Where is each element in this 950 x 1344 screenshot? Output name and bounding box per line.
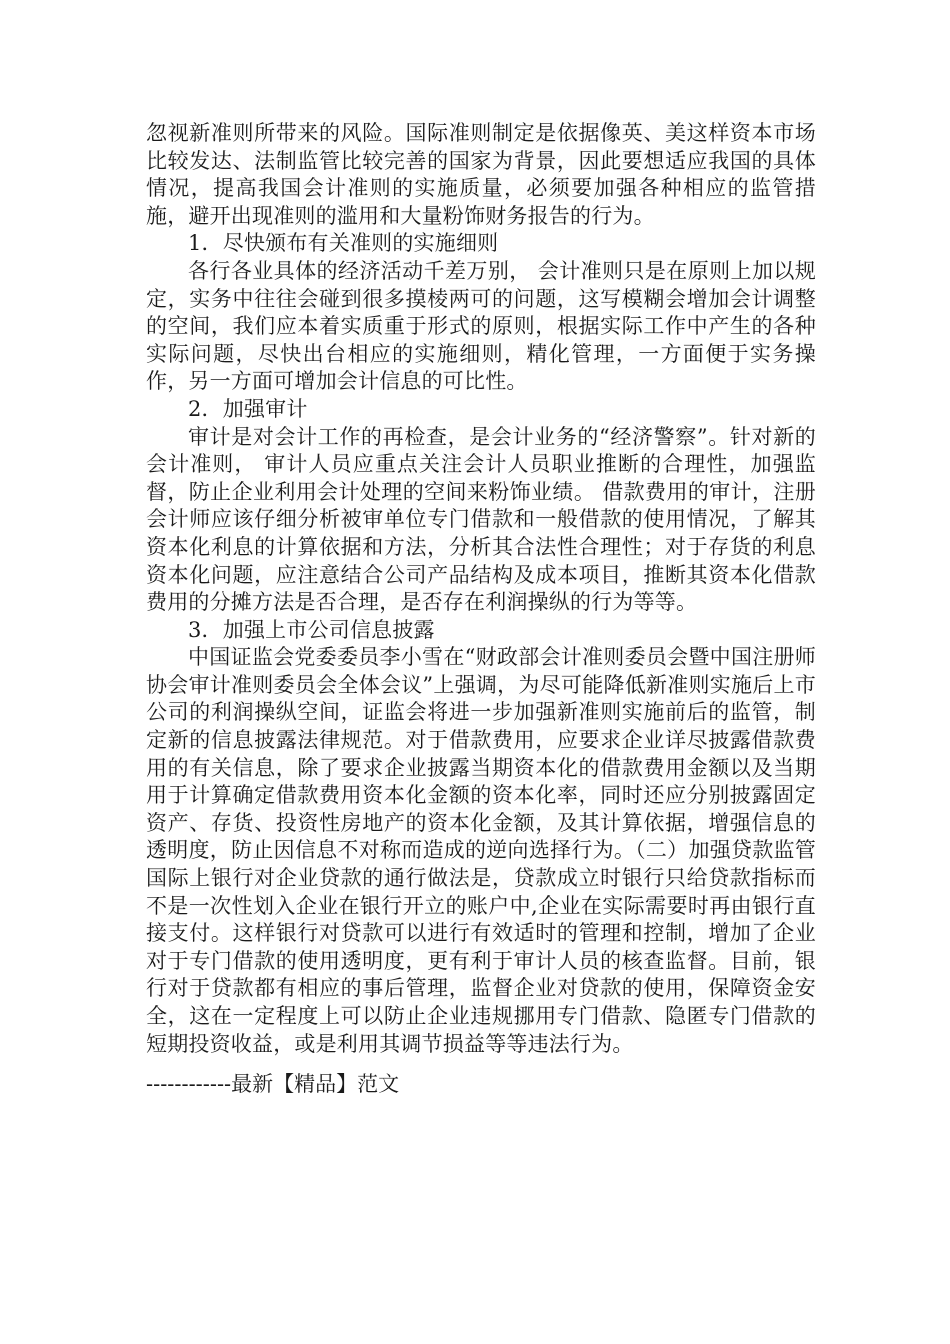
paragraph: 各行各业具体的经济活动千差万别， 会计准则只是在原则上加以规定，实务中往往会碰到很多摸棱两可的问题，这写模糊会增加会计调整的空间，我们应本着实质重于形式的原则，根据实际工作中产生的各种实际问题，尽快出台相应的实施细则，精化管理，一方面便于实务操作，另一方面可增加会计信息的可比性。	[146, 258, 816, 394]
section-heading-2: 2．加强审计	[188, 396, 308, 421]
footer-text: ------------最新【精品】范文	[146, 1072, 400, 1096]
paragraph: 审计是对会计工作的再检查，是会计业务的“经济警察”。针对新的会计准则， 审计人员应重点关注会计人员职业推断的合理性，加强监督，防止企业利用会计处理的空间来粉饰业绩。 借款费用的审计，注册会计师应该仔细分析被审单位专门借款和一般借款的使用情况，了解其资本化利息的计算依据和方法，分析其合法性合理性；对于存货的利息资本化问题，应注意结合公司产品结构及成本项目，推断其资本化借款费用的分摊方法是否合理，是否存在利润操纵的行为等等。	[146, 424, 816, 615]
section-heading-3: 3．加强上市公司信息披露	[188, 617, 435, 642]
section-heading-1: 1．尽快颁布有关准则的实施细则	[188, 231, 499, 256]
document-body	[146, 120, 816, 1058]
paragraph: 忽视新准则所带来的风险。国际准则制定是依据像英、美这样资本市场比较发达、法制监管比较完善的国家为背景，因此要想适应我国的具体情况，提高我国会计准则的实施质量，必须要加强各种相应的监管措施，避开出现准则的滥用和大量粉饰财务报告的行为。	[146, 121, 816, 228]
paragraph: 中国证监会党委委员李小雪在“财政部会计准则委员会暨中国注册师协会审计准则委员会全体会议”上强调，为尽可能降低新准则实施后上市公司的利润操纵空间，证监会将进一步加强新准则实施前后的监管，制定新的信息披露法律规范。对于借款费用，应要求企业详尽披露借款费用的有关信息，除了要求企业披露当期资本化的借款费用金额以及当期用于计算确定借款费用资本化金额的资本化率，同时还应分别披露固定资产、存货、投资性房地产的资本化金额，及其计算依据，增强信息的透明度，防止因信息不对称而造成的逆向选择行为。（二）加强贷款监管 国际上银行对企业贷款的通行做法是，贷款成立时银行只给贷款指标而不是一次性划入企业在银行开立的账户中,企业在实际需要时再由银行直接支付。这样银行对贷款可以进行有效适时的管理和控制，增加了企业对于专门借款的使用透明度，更有利于审计人员的核查监督。目前，银行对于贷款都有相应的事后管理，监督企业对贷款的使用，保障资金安全，这在一定程度上可以防止企业违规挪用专门借款、隐匿专门借款的短期投资收益，或是利用其调节损益等等违法行为。	[146, 645, 816, 1056]
